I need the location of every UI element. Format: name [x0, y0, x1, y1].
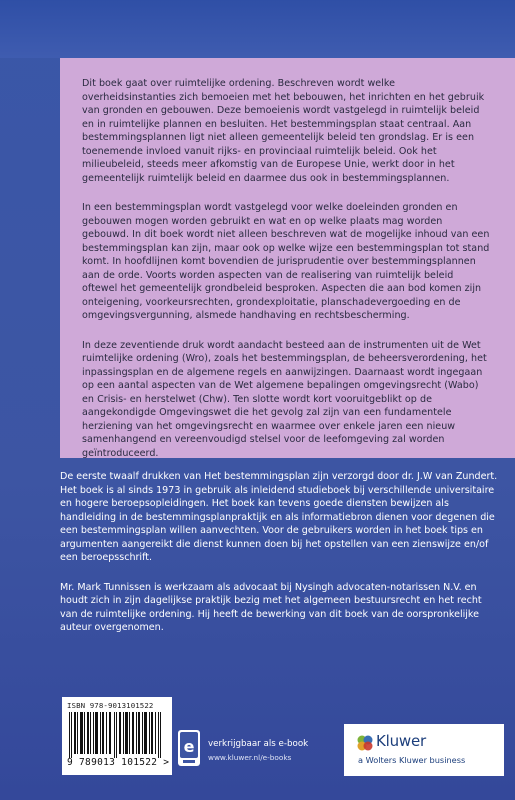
isbn-barcode-box: [62, 697, 172, 775]
ebook-url: www.kluwer.nl/e-books: [208, 753, 292, 762]
panel-paragraph-3: In deze zeventiende druk wordt aandacht besteed aan de instrumenten uit de Wet ruimtelijke ordening (Wro), zoals het bestemmingsplan, de beheersverordening, het inpassingsplan en de algemene regels en aanwijzingen. Daarnaast wordt ingegaan op een aantal aspecten van de Wet algemene bepalingen omgevingsrecht (Wabo) en Crisis- en herstelwet (Chw). Ten slotte wordt kort vooruitgeblikt op de aangekondigde Omgevingswet die het gevolg zal zijn van een fundamentele herziening van het omgevingsrecht en waarmee over enkele jaren een nieuw samenhangend en vereenvoudigd stelsel voor de leefomgeving zal worden geïntroduceerd.: [82, 339, 487, 459]
isbn-label: ISBN 978-9013101522: [67, 701, 154, 710]
author-section: [60, 470, 500, 651]
ebook-label: verkrijgbaar als e-book: [208, 739, 309, 749]
barcode-icon: [67, 712, 167, 758]
svg-text:e: e: [183, 737, 195, 756]
ebook-badge: [178, 730, 338, 770]
publisher-tagline: a Wolters Kluwer business: [358, 755, 466, 765]
publisher-logo-box: [344, 724, 504, 776]
history-paragraph: De eerste twaalf drukken van Het bestemmingsplan zijn verzorgd door dr. J.W van Zundert. Het boek is al sinds 1973 in gebruik als inleidend studieboek bij verschillende universitaire en hogere beroepsopleidingen. Het boek kan tevens goede diensten bewijzen als handleiding in de bestemmingsplanpraktijk en als informatiebron dienen voor degenen die een bestemmingsplan willen aanvechten. Voor de gebruikers worden in het boek tips en argumenten aangereikt die dienst kunnen doen bij het opstellen van een zienswijze en/of een beroepsschrift.: [60, 471, 498, 563]
panel-paragraph-2: In een bestemmingsplan wordt vastgelegd voor welke doeleinden gronden en gebouwen mogen worden gebruikt en wat en op welke plaats mag worden gebouwd. In dit boek wordt niet alleen beschreven wat de mogelijke inhoud van een bestemmingsplan kan zijn, maar ook op welke wijze een bestemmingsplan tot stand komt. In hoofdlijnen komt bovendien de jurisprudentie over bestemmingsplannen aan de orde. Voorts worden aspecten van de realisering van ruimtelijk beleid oftewel het gemeentelijk grondbeleid besproken. Aspecten die aan bod komen zijn onteigening, voorkeursrechten, grondexploitatie, planschadevergoeding en de omgevingsvergunning, alsmede handhaving en rechtsbescherming.: [82, 202, 490, 321]
ebook-e-icon: [178, 730, 200, 766]
description-panel: [60, 58, 515, 458]
publisher-name: Kluwer: [376, 732, 426, 750]
author-paragraph: Mr. Mark Tunnissen is werkzaam als advocaat bij Nysingh advocaten-notarissen N.V. en houdt zich in zijn dagelijkse praktijk bezig met het algemeen bestuursrecht en het recht van de ruimtelijke ordening. Hij heeft de bewerking van dit boek van de oorspronkelijke auteur overgenomen.: [60, 581, 482, 633]
top-strip: [0, 0, 515, 58]
barcode-digits: 9 789013 101522 >: [67, 757, 170, 768]
kluwer-flower-logo-icon: [356, 734, 374, 752]
panel-paragraph-1: Dit boek gaat over ruimtelijke ordening. Beschreven wordt welke overheidsinstanties zich bemoeien met het bebouwen, het inrichten en het gebruik van gronden en gebouwen. Deze bemoeienis wordt vastgelegd in ruimtelijk beleid en in ruimtelijke plannen en besluiten. Het bestemmingsplan staat centraal. Aan bestemmingsplannen ligt niet alleen gemeentelijk beleid ten grondslag. Er is een toenemende invloed vanuit rijks- en provinciaal ruimtelijk beleid. Ook het milieubeleid, steeds meer afkomstig van de Europese Unie, werkt door in het gemeentelijk ruimtelijk beleid en daarmee dus ook in bestemmingsplannen.: [82, 78, 485, 184]
